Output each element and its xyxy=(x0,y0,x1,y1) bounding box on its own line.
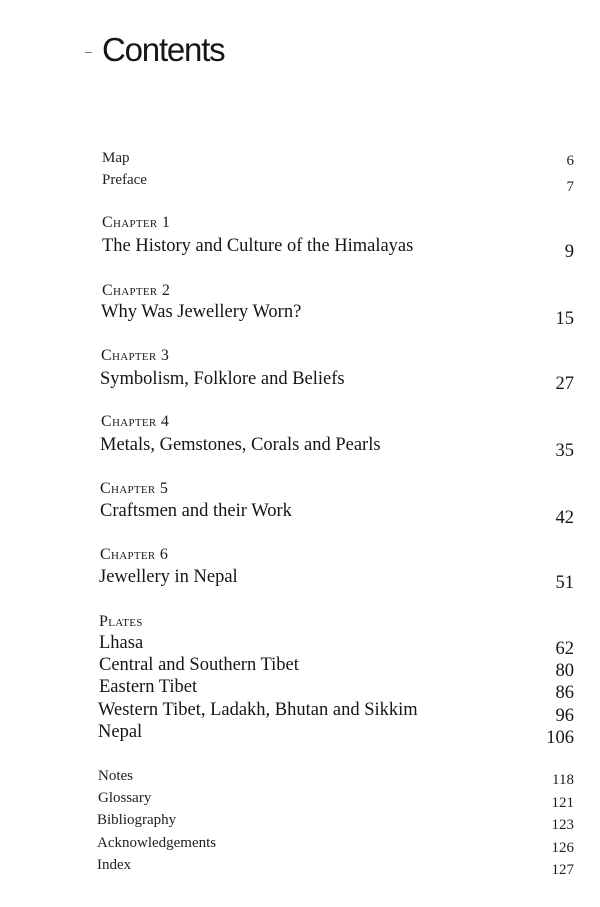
chapter-page: 27 xyxy=(555,374,574,394)
chapter-page: 35 xyxy=(555,441,574,461)
chapter-title: Symbolism, Folklore and Beliefs xyxy=(100,369,345,389)
toc-entry-page: 126 xyxy=(551,840,574,856)
chapter-label: Chapter 5 xyxy=(100,480,169,497)
chapter-label: Chapter 3 xyxy=(101,347,170,364)
chapter-title: Metals, Gemstones, Corals and Pearls xyxy=(100,435,381,455)
plate-label: Nepal xyxy=(98,722,143,742)
plate-label: Western Tibet, Ladakh, Bhutan and Sikkim xyxy=(98,700,418,720)
chapter-label: Chapter 6 xyxy=(100,546,169,563)
toc-entry-page: 121 xyxy=(551,795,574,811)
chapter-page: 15 xyxy=(555,309,574,329)
plate-page: 106 xyxy=(546,728,574,748)
plate-page: 62 xyxy=(555,639,574,659)
toc-entry-label: Preface xyxy=(102,172,147,188)
toc-entry-page: 123 xyxy=(551,817,574,833)
plate-label: Central and Southern Tibet xyxy=(99,655,299,675)
chapter-label: Chapter 2 xyxy=(102,282,171,299)
chapter-title: Craftsmen and their Work xyxy=(100,501,292,521)
chapter-label: Chapter 4 xyxy=(101,413,170,430)
toc-entry-page: 6 xyxy=(566,153,574,169)
plate-label: Lhasa xyxy=(99,633,144,653)
toc-entry-label: Notes xyxy=(98,768,133,784)
plate-page: 80 xyxy=(555,661,574,681)
toc-entry-page: 118 xyxy=(552,772,574,788)
chapter-title: Jewellery in Nepal xyxy=(99,567,238,587)
stray-mark xyxy=(85,52,92,53)
toc-entry-label: Map xyxy=(102,150,130,166)
plate-page: 96 xyxy=(555,706,574,726)
toc-entry-label: Bibliography xyxy=(97,812,177,828)
chapter-title: Why Was Jewellery Worn? xyxy=(101,302,302,322)
toc-entry-page: 127 xyxy=(551,862,574,878)
toc-entry-page: 7 xyxy=(566,179,574,195)
toc-entry-label: Acknowledgements xyxy=(97,835,217,851)
chapter-label: Chapter 1 xyxy=(102,214,171,231)
plate-page: 86 xyxy=(555,683,574,703)
toc-entry-label: Index xyxy=(97,857,132,873)
chapter-page: 9 xyxy=(564,242,574,262)
chapter-page: 42 xyxy=(555,508,574,528)
chapter-title: The History and Culture of the Himalayas xyxy=(102,236,414,256)
plate-label: Eastern Tibet xyxy=(99,677,198,697)
toc-entry-label: Glossary xyxy=(98,790,152,806)
plates-label: Plates xyxy=(99,613,143,630)
page-title: Contents xyxy=(102,31,225,68)
chapter-page: 51 xyxy=(555,573,574,593)
